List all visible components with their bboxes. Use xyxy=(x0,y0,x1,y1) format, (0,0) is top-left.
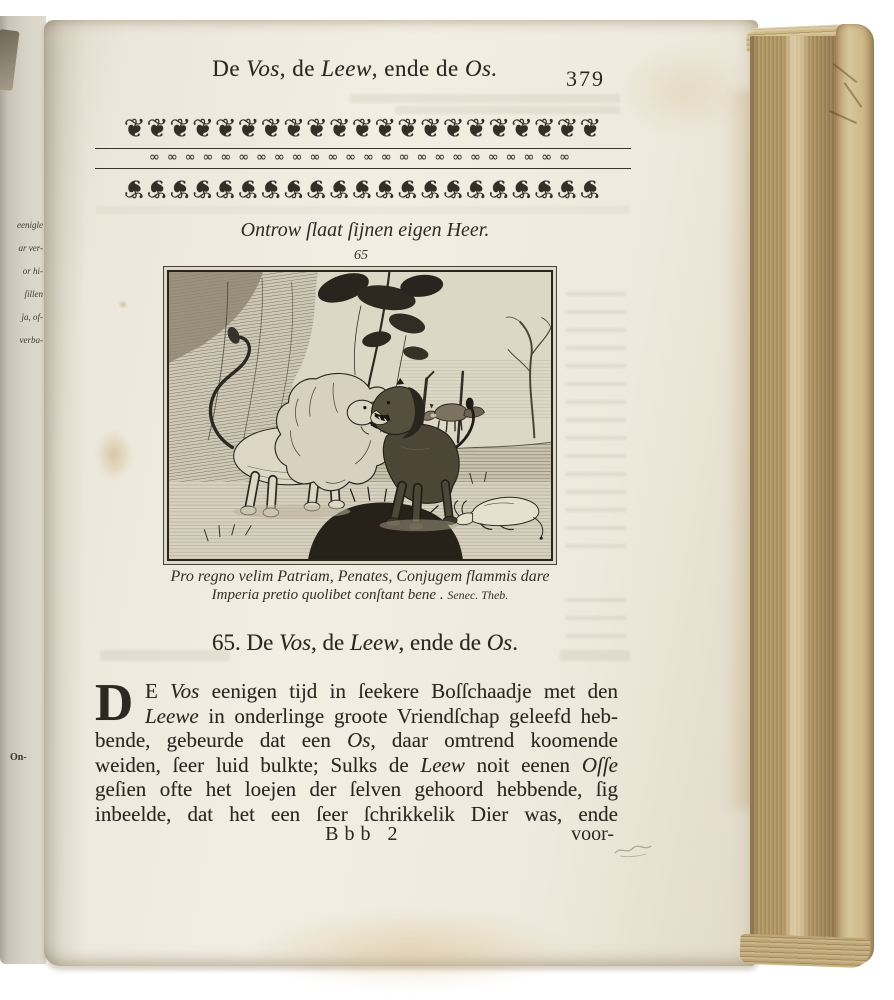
fleuron-row-middle: ∞∞∞∞∞∞∞∞∞∞∞∞∞∞∞∞∞∞∞∞∞∞∞∞ xyxy=(149,150,577,165)
fable-body xyxy=(95,674,618,827)
page-number: 379 xyxy=(566,66,605,91)
plate-caption-line2: Imperia pretio quolibet conſtant bene . Senec. Theb. xyxy=(211,587,509,603)
text-fragment: ar ver- xyxy=(18,243,43,253)
text-fragment: verba- xyxy=(19,335,43,345)
running-title: De Vos, de Leew, ende de Os. xyxy=(212,56,498,81)
plate-caption xyxy=(140,567,580,605)
shadow xyxy=(233,505,351,519)
body-line: E Vos eenigen tijd in ſeekere Boſſchaadje met den xyxy=(145,679,618,703)
body-line: weiden, ſeer luid bulkte; Sulks de Leew noit eenen Oſſe xyxy=(95,752,618,777)
text-fragment: ſillen xyxy=(24,289,43,299)
text-fragment: ja, of- xyxy=(21,312,43,322)
body-line: inbeelde, dat het een ſeer ſchrikkelik Dier was, ende xyxy=(95,801,618,826)
gathering-signature: Bbb 2 xyxy=(325,823,404,845)
signature-row xyxy=(95,823,618,849)
catchword: voor- xyxy=(571,823,614,845)
pencil-mark xyxy=(612,840,654,858)
ornament-rule xyxy=(95,168,631,169)
fleuron-row-bottom: ❦❦❦❦❦❦❦❦❦❦❦❦❦❦❦❦❦❦❦❦❦ xyxy=(123,173,603,203)
fable-motto: Ontrow ſlaat ſijnen eigen Heer. xyxy=(240,219,490,241)
drop-cap: D xyxy=(95,674,134,732)
ornament-rule xyxy=(95,148,631,149)
text-fragment: eenigle xyxy=(17,220,43,230)
fleuron-row-top: ❦❦❦❦❦❦❦❦❦❦❦❦❦❦❦❦❦❦❦❦❦ xyxy=(123,114,603,144)
ornament-band xyxy=(93,112,633,205)
engraving-inner-border xyxy=(167,270,553,561)
text-fragment: or hi- xyxy=(22,266,43,276)
plate-number: 65 xyxy=(354,248,368,263)
body-line: bende, gebeurde dat een Os, daar omtrend koomende xyxy=(95,728,618,753)
fable-heading: 65. De Vos, de Leew, ende de Os. xyxy=(211,630,518,655)
facing-page-catchword: On- xyxy=(10,752,27,763)
engraving-frame xyxy=(163,266,557,565)
body-line: geſien ofte het loejen der ſelven gehoord hebbende, ſig xyxy=(95,777,618,802)
engraving-illustration xyxy=(169,272,551,559)
shadow xyxy=(380,519,458,531)
body-line: Leewe in onderlinge groote Vriendſchap geleefd heb- xyxy=(145,703,618,728)
plate-caption-line1: Pro regno velim Patriam, Penates, Conjugem flammis dare xyxy=(170,568,550,585)
